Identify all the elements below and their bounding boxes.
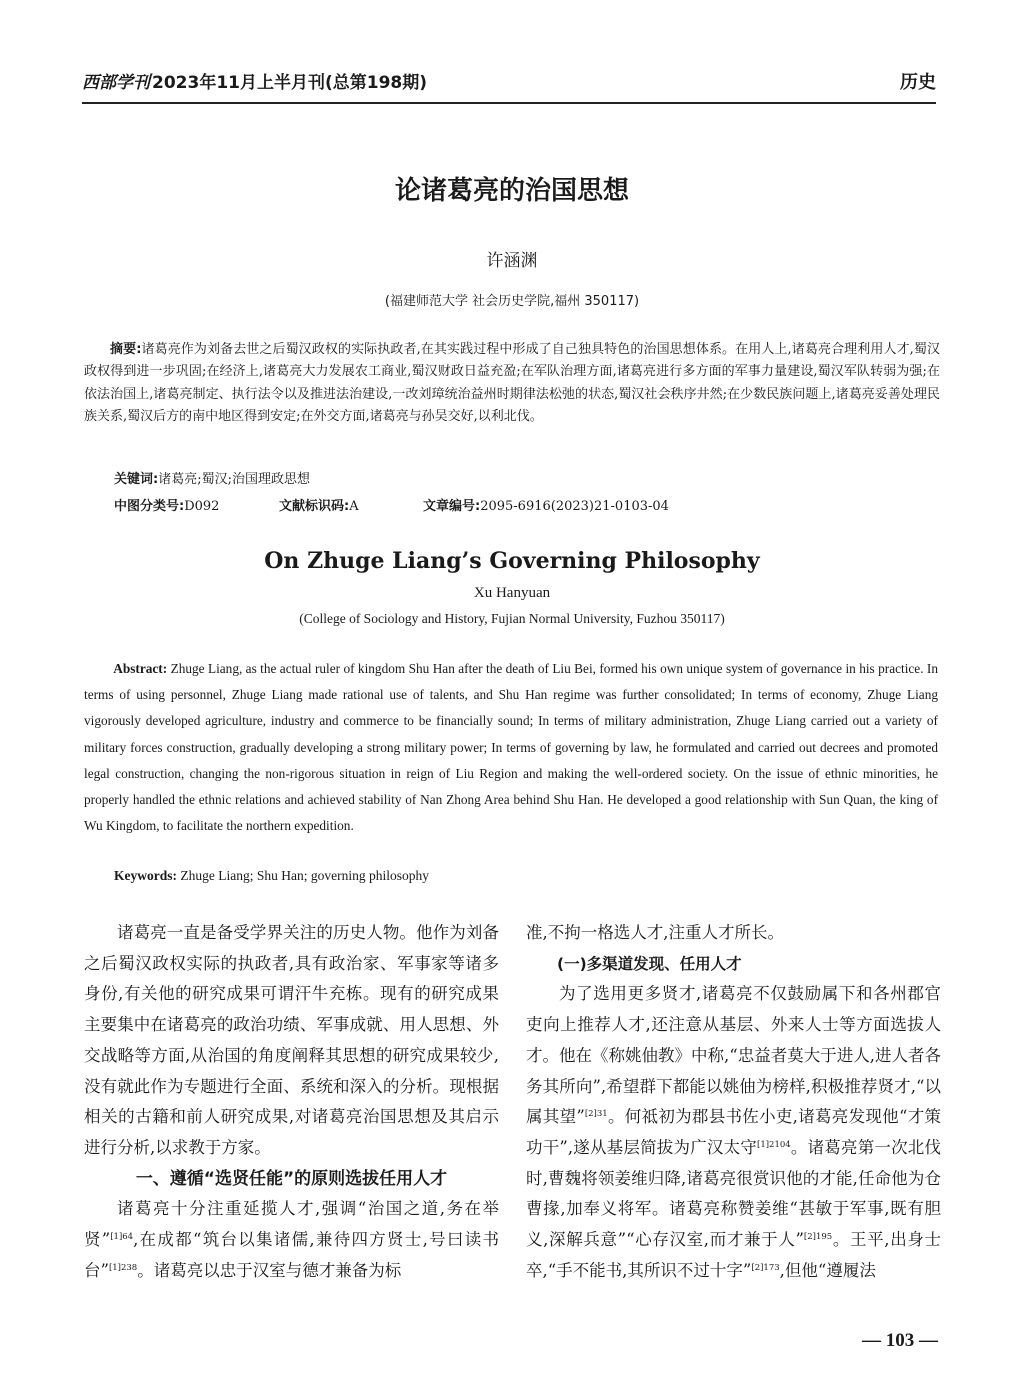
art-label: 文章编号:: [423, 499, 481, 514]
document-code: [279, 495, 423, 514]
page-number: — 103 —: [862, 1330, 938, 1351]
english-affiliation: (College of Sociology and History, Fujian Normal University, Fuzhou 350117): [299, 611, 725, 626]
abstract-chinese: [84, 339, 940, 428]
continued-paragraph: 准,不拘一格选人才,注重人才所长。: [526, 923, 784, 942]
citation-ref: [2]31: [584, 1109, 608, 1120]
running-header: [82, 62, 936, 104]
clc-label: 中图分类号:: [114, 499, 185, 514]
keywords-en-text: Zhuge Liang; Shu Han; governing philosophy: [180, 868, 429, 883]
keywords-text: 诸葛亮;蜀汉;治国理政思想: [158, 472, 310, 487]
abstract-en-label: Abstract:: [113, 661, 168, 676]
article-number: [423, 495, 669, 514]
citation-ref: [2]173: [751, 1262, 780, 1273]
text-run: 。诸葛亮第一次北伐时,曹魏将领姜维归降,诸葛亮很赏识他的才能,任命他为仓曹掾,加奉义将军。诸葛亮称赞姜维“甚敏于军事,既有胆义,深解兵意”“心存汉室,而才兼于人”: [526, 1137, 941, 1250]
keywords-label: 关键词:: [114, 472, 159, 487]
art-value: 2095-6916(2023)21-0103-04: [480, 499, 669, 514]
journal-masthead: 西部学刊: [82, 73, 150, 93]
author-affiliation: (福建师范大学 社会历史学院,福州 350117): [384, 294, 640, 309]
clc-value: D092: [184, 499, 220, 514]
citation-ref: [2]195: [803, 1232, 833, 1243]
english-title: On Zhuge Liang’s Governing Philosophy: [264, 548, 760, 574]
text-run: ,但他“遵履法: [779, 1260, 876, 1280]
intro-paragraph: 诸葛亮一直是备受学界关注的历史人物。他作为刘备之后蜀汉政权实际的执政者,具有政治家、军事家等诸多身份,有关他的研究成果可谓汗牛充栋。现有的研究成果主要集中在诸葛亮的政治功绩、军事成就、用人思想、外交战略等方面,从治国的角度阐释其思想的研究成果较少,没有就此作为专题进行全面、系统和深入的分析。现根据相关的古籍和前人研究成果,对诸葛亮治国思想及其启示进行分析,以求教于方家。: [84, 923, 499, 1157]
doc-value: A: [349, 499, 359, 514]
text-run: 诸葛亮十分注重延揽人才,强调“治国之道,务在举贤”: [84, 1199, 499, 1250]
citation-ref: [1]2104: [757, 1139, 791, 1150]
keywords-en-label: Keywords:: [114, 868, 177, 883]
text-run: 。王平,出身士卒,“手不能书,其所识不过十字”: [526, 1230, 942, 1280]
body-column-right: [526, 918, 941, 1286]
text-run: 为了选用更多贤才,诸葛亮不仅鼓励属下和各州郡官吏向上推荐人才,还注意从基层、外来人士等方面选拔人才。他在《称姚伷教》中称,“忠益者莫大于进人,进人者各务其所向”,希望群下都能以姚伷为榜样,积极推荐贤才,“以属其望”: [526, 984, 941, 1127]
body-column-left: [84, 918, 499, 1286]
abstract-label: 摘要:: [110, 342, 142, 357]
body-paragraph: [84, 1194, 499, 1286]
keywords-english: [114, 868, 429, 884]
abstract-en-text: Zhuge Liang, as the actual ruler of kingdom Shu Han after the death of Liu Bei, formed his own unique system of governance in his practice. In terms of using personnel, Zhuge Liang made rational use of talents, and Shu Han regime was further consolidated; In terms of economy, Zhuge Liang vigorously developed agriculture, industry and commerce to be financially sound; In terms of military administration, Zhuge Liang carried out a variety of military forces construction, gradually developing a strong military power; In terms of governing by law, he formulated and carried out decrees and promoted legal construction, changing the non-rigorous situation in reign of Liu Region and making the well-ordered society. On the issue of ethnic minorities, he properly handled the ethnic relations and achieved stability of Nan Zhong Area behind Shu Han. He developed a good relationship with Sun Quan, the king of Wu Kingdom, to facilitate the northern expedition.: [84, 661, 938, 834]
section-label: 历史: [900, 72, 936, 93]
citation-ref: [1]64: [110, 1232, 134, 1243]
abstract-english: [84, 656, 938, 839]
text-run: 。诸葛亮以忠于汉室与德才兼备为标: [137, 1260, 402, 1280]
citation-ref: [1]238: [108, 1262, 138, 1273]
issue-info: 2023年11月上半月刊(总第198期): [152, 73, 427, 93]
text-run: ,在成都“筑台以集诸儒,兼待四方贤士,号曰读书台”: [84, 1230, 500, 1280]
article-title: 论诸葛亮的治国思想: [394, 176, 629, 206]
author-name: 许涵渊: [486, 251, 538, 271]
journal-issue-line: [82, 68, 427, 93]
clc-code: [114, 495, 279, 514]
english-author: Xu Hanyuan: [473, 585, 551, 601]
subsection-heading: (一)多渠道发现、任用人才: [557, 954, 742, 973]
classification-line: [114, 495, 669, 514]
doc-label: 文献标识码:: [279, 499, 350, 514]
text-run: 。何祗初为郡县书佐小吏,诸葛亮发现他“才策功干”,遂从基层简拔为广汉太守: [526, 1107, 941, 1157]
section-heading-1: 一、遵循“选贤任能”的原则选拔任用人才: [135, 1168, 448, 1189]
abstract-text: 诸葛亮作为刘备去世之后蜀汉政权的实际执政者,在其实践过程中形成了自己独具特色的治国思想体系。在用人上,诸葛亮合理利用人才,蜀汉政权得到进一步巩固;在经济上,诸葛亮大力发展农工商业,蜀汉财政日益充盈;在军队治理方面,诸葛亮进行多方面的军事力量建设,蜀汉军队转弱为强;在依法治国上,诸葛亮制定、执行法令以及推进法治建设,一改刘璋统治益州时期律法松弛的状态,蜀汉社会秩序井然;在少数民族问题上,诸葛亮妥善处理民族关系,蜀汉后方的南中地区得到安定;在外交方面,诸葛亮与孙吴交好,以利北伐。: [84, 342, 940, 424]
body-paragraph: [526, 979, 941, 1286]
keywords-chinese: [114, 468, 310, 487]
